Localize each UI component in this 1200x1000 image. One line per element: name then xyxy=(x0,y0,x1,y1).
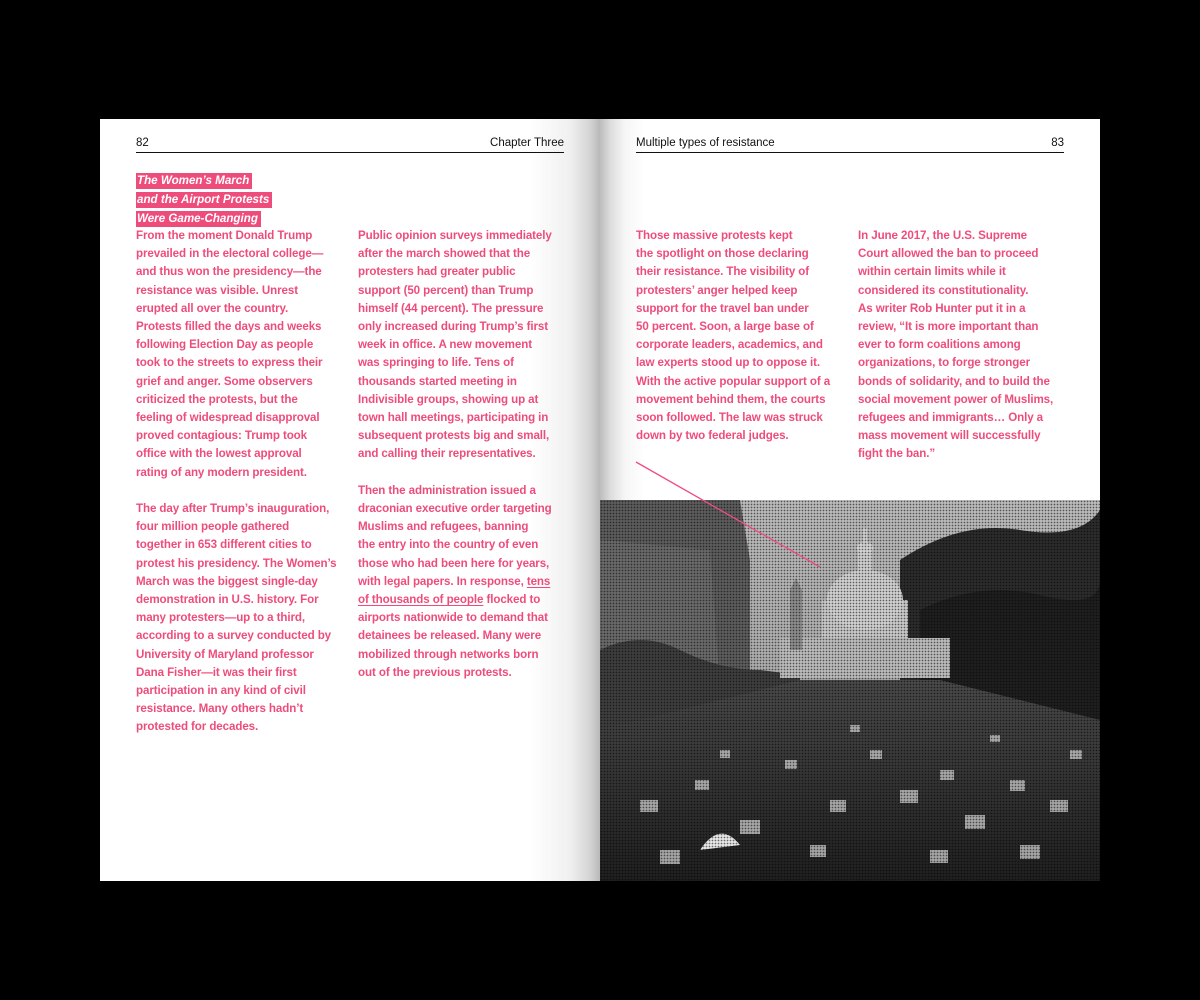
underlined-link-end[interactable]: of thousands of people xyxy=(358,593,484,607)
text-line: together in 653 different cities to xyxy=(136,538,312,552)
text-line: grief and anger. Some observers xyxy=(136,374,313,388)
text-line: refugees and immigrants… Only a xyxy=(858,411,1044,425)
text-line: 50 percent. Soon, a large base of xyxy=(636,320,814,334)
text-line: airports nationwide to demand that xyxy=(358,611,548,625)
paragraph xyxy=(358,227,568,464)
text-line: From the moment Donald Trump xyxy=(136,229,313,242)
text-line: Those massive protests kept xyxy=(636,229,793,242)
text-line: out of the previous protests. xyxy=(358,665,512,679)
text-line: organizations, to forge stronger xyxy=(858,356,1031,370)
text-line: resistance was visible. Unrest xyxy=(136,283,298,297)
text-line: bonds of solidarity, and to build the xyxy=(858,374,1050,388)
text-line: protesters’ anger helped keep xyxy=(636,283,798,297)
text-line: As writer Rob Hunter put it in a xyxy=(858,301,1026,315)
text-line: week in office. A new movement xyxy=(358,338,532,352)
text-line: Dana Fisher—it was their first xyxy=(136,665,297,679)
text-line: detainees be released. Many were xyxy=(358,629,542,643)
text-line: erupted all over the country. xyxy=(136,301,289,315)
paragraph xyxy=(858,227,1070,464)
text-line: support for the travel ban under xyxy=(636,301,809,315)
text-line: law experts stood up to oppose it. xyxy=(636,356,821,370)
right-page xyxy=(600,119,1100,881)
paragraph xyxy=(136,227,346,482)
heading-line: The Women’s March xyxy=(136,173,252,189)
right-page-number: 83 xyxy=(1051,137,1064,149)
heading-line: and the Airport Protests xyxy=(136,192,272,208)
left-page xyxy=(100,119,600,881)
text-line: rating of any modern president. xyxy=(136,465,307,479)
heading-line: Were Game-Changing xyxy=(136,211,261,227)
text-line: the spotlight on those declaring xyxy=(636,247,809,261)
text-line: many protesters—up to a third, xyxy=(136,611,305,625)
running-title: Multiple types of resistance xyxy=(636,137,775,149)
text-line: The day after Trump’s inauguration, xyxy=(136,502,330,516)
paragraph xyxy=(636,227,848,445)
text-line: the entry into the country of even xyxy=(358,538,539,552)
text-line: four million people gathered xyxy=(136,520,290,534)
text-line: Indivisible groups, showing up at xyxy=(358,392,539,406)
text-line: and calling their representatives. xyxy=(358,447,536,461)
text-line: mass movement will successfully xyxy=(858,429,1041,443)
text-line: protesters had greater public xyxy=(358,265,516,279)
right-column-1 xyxy=(636,227,848,445)
text-fragment: flocked to xyxy=(483,593,541,607)
text-line xyxy=(358,591,568,609)
text-line: movement behind them, the courts xyxy=(636,392,826,406)
text-line: In June 2017, the U.S. Supreme xyxy=(858,229,1028,242)
text-line: support (50 percent) than Trump xyxy=(358,283,534,297)
text-line: criticized the protests, but the xyxy=(136,392,298,406)
text-line: March was the biggest single-day xyxy=(136,574,318,588)
text-line: and thus won the presidency—the xyxy=(136,265,322,279)
right-running-head xyxy=(636,136,1064,153)
text-line: Muslims and refugees, banning xyxy=(358,520,529,534)
text-line: mobilized through networks born xyxy=(358,647,539,661)
text-line: office with the lowest approval xyxy=(136,447,302,461)
text-line: town hall meetings, participating in xyxy=(358,411,549,425)
text-line: subsequent protests big and small, xyxy=(358,429,550,443)
left-column-1 xyxy=(136,227,346,737)
text-line: according to a survey conducted by xyxy=(136,629,332,643)
text-line: proved contagious: Trump took xyxy=(136,429,308,443)
text-line: took to the streets to express their xyxy=(136,356,323,370)
halftone-photo xyxy=(600,500,1100,881)
chapter-title: Chapter Three xyxy=(490,137,564,149)
text-line xyxy=(358,573,568,591)
text-line: protested for decades. xyxy=(136,720,259,734)
text-fragment: with legal papers. In response, xyxy=(358,574,527,588)
text-line: feeling of widespread disapproval xyxy=(136,411,320,425)
text-line: within certain limits while it xyxy=(858,265,1006,279)
text-line: Public opinion surveys immediately xyxy=(358,229,552,242)
text-line: ever to form coalitions among xyxy=(858,338,1021,352)
left-page-number: 82 xyxy=(136,137,149,149)
underlined-link-start[interactable]: tens xyxy=(526,574,551,588)
text-line: University of Maryland professor xyxy=(136,647,314,661)
text-line: Protests filled the days and weeks xyxy=(136,320,322,334)
text-line: corporate leaders, academics, and xyxy=(636,338,823,352)
text-line: soon followed. The law was struck xyxy=(636,411,823,425)
right-column-2 xyxy=(858,227,1070,464)
text-line: himself (44 percent). The pressure xyxy=(358,301,544,315)
text-line: prevailed in the electoral college— xyxy=(136,247,324,261)
left-running-head xyxy=(136,136,564,153)
text-line: fight the ban.” xyxy=(858,447,936,461)
text-line: review, “It is more important than xyxy=(858,320,1039,334)
paragraph xyxy=(358,482,568,682)
text-line: only increased during Trump’s first xyxy=(358,320,548,334)
text-line: Court allowed the ban to proceed xyxy=(858,247,1039,261)
text-line: down by two federal judges. xyxy=(636,429,789,443)
paragraph xyxy=(136,500,346,737)
text-line: participation in any kind of civil xyxy=(136,684,306,698)
text-line: Then the administration issued a xyxy=(358,483,536,497)
text-line: was springing to life. Tens of xyxy=(358,356,514,370)
section-heading xyxy=(136,172,272,230)
text-line: those who had been here for years, xyxy=(358,556,550,570)
crowd-capitol-illustration xyxy=(600,500,1100,881)
text-line: draconian executive order targeting xyxy=(358,502,552,516)
text-line: resistance. Many others hadn’t xyxy=(136,702,304,716)
text-line: considered its constitutionality. xyxy=(858,283,1029,297)
text-line: protest his presidency. The Women’s xyxy=(136,556,337,570)
text-line: With the active popular support of a xyxy=(636,374,831,388)
text-line: after the march showed that the xyxy=(358,247,531,261)
text-line: following Election Day as people xyxy=(136,338,314,352)
text-line: thousands started meeting in xyxy=(358,374,517,388)
text-line: demonstration in U.S. history. For xyxy=(136,593,319,607)
left-column-2 xyxy=(358,227,568,682)
text-line: their resistance. The visibility of xyxy=(636,265,810,279)
text-line: social movement power of Muslims, xyxy=(858,392,1054,406)
